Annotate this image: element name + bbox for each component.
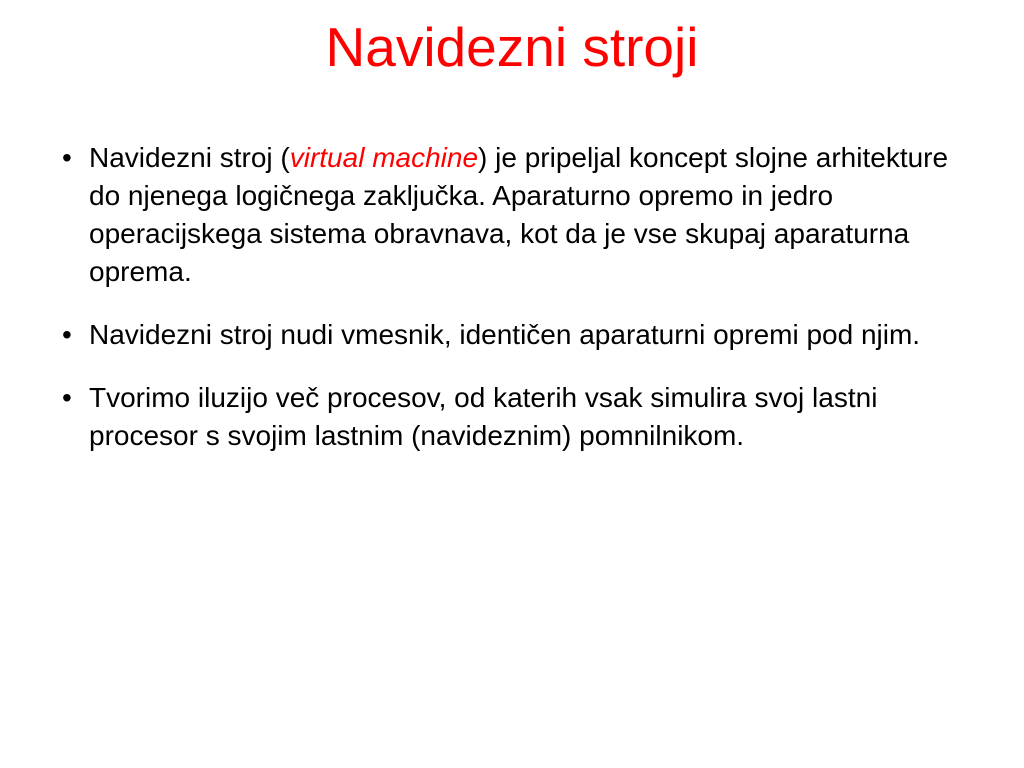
- bullet-icon: •: [62, 319, 72, 350]
- bullet-text: Navidezni stroj nudi vmesnik, identičen aparaturni opremi pod njim.: [89, 319, 921, 350]
- bullet-item: [62, 316, 982, 354]
- slide-title: Navidezni stroji: [325, 16, 699, 78]
- bullet-item: [62, 139, 982, 291]
- bullet-item: [62, 379, 982, 455]
- bullet-text: Tvorimo iluzijo več procesov, od katerih vsak simulira svoj lastni procesor s svojim lastnim (navideznim) pomnilnikom.: [89, 382, 878, 451]
- bullet-icon: •: [62, 142, 72, 173]
- bullet-text-start: Navidezni stroj (: [89, 142, 290, 173]
- virtual-machine-term: virtual machine: [289, 142, 479, 173]
- bullet-icon: •: [62, 382, 72, 413]
- bullet-text-end: ) je pripeljal koncept slojne arhitekture do njenega logičnega zaključka. Aparaturno opremo in jedro operacijskega sistema obravnava, kot da je vse skupaj aparaturna oprema.: [89, 142, 949, 287]
- bullet-list: [62, 139, 982, 480]
